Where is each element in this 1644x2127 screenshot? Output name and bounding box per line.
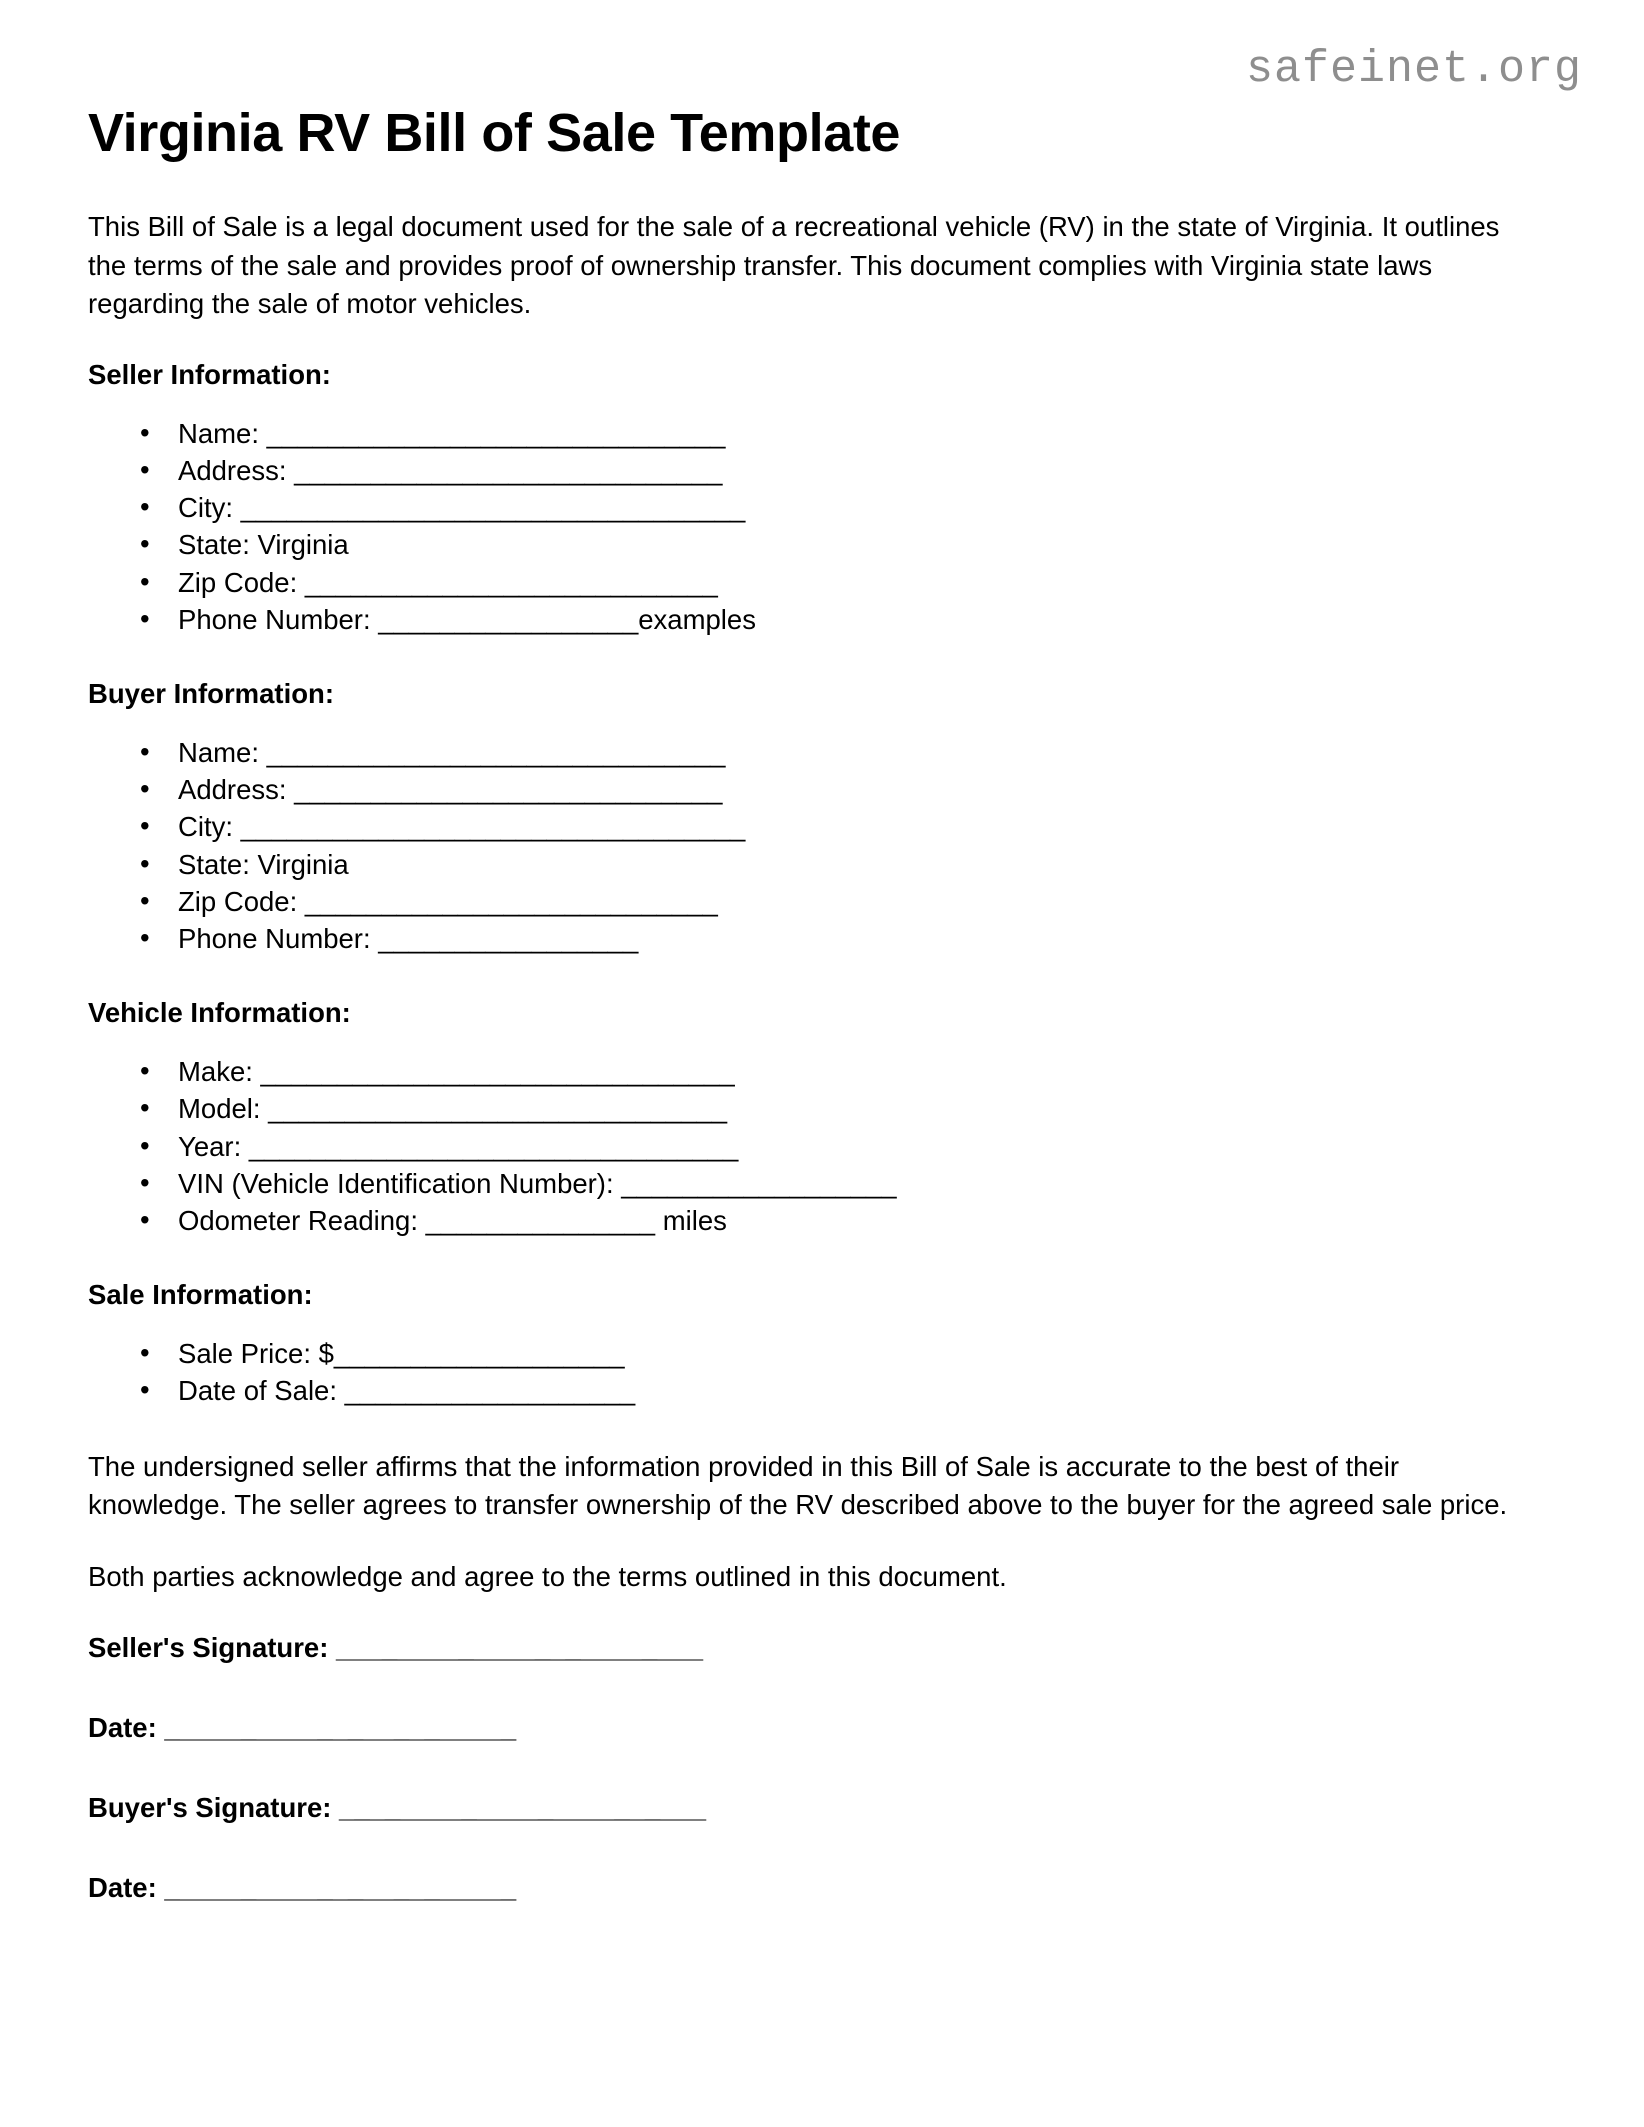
list-item: • Name: ______________________________: [140, 734, 1558, 771]
site-watermark: safeinet.org: [1245, 44, 1582, 95]
list-item: • VIN (Vehicle Identification Number): __________________: [140, 1165, 1558, 1202]
page-title: Virginia RV Bill of Sale Template: [88, 103, 901, 163]
list-item: • Date of Sale: ___________________: [140, 1372, 1558, 1409]
list-item: • Odometer Reading: _______________ miles: [140, 1202, 1558, 1239]
field-list-seller: [88, 415, 1558, 639]
list-item: • Address: ____________________________: [140, 452, 1558, 489]
list-item: • Name: ______________________________: [140, 415, 1558, 452]
field-list-buyer: [88, 734, 1558, 958]
section-heading-sale: Sale Information:: [88, 1279, 313, 1311]
buyer-signature-line[interactable]: Buyer's Signature: ________________________: [88, 1791, 707, 1823]
section-heading-buyer: Buyer Information:: [88, 678, 334, 710]
closing-paragraph-acknowledgement: Both parties acknowledge and agree to the terms outlined in this document.: [88, 1561, 1007, 1593]
list-item: • State: Virginia: [140, 846, 1558, 883]
list-item: • Model: ______________________________: [140, 1090, 1558, 1127]
seller-date-line[interactable]: Date: _______________________: [88, 1712, 517, 1744]
field-list-vehicle: [88, 1053, 1558, 1239]
list-item: • Address: ____________________________: [140, 771, 1558, 808]
list-item: • Zip Code: ___________________________: [140, 883, 1558, 920]
field-list-sale: [88, 1335, 1558, 1410]
list-item: • Phone Number: _________________: [140, 920, 1558, 957]
list-item: • Phone Number: _________________examples: [140, 601, 1558, 638]
list-item: • Zip Code: ___________________________: [140, 564, 1558, 601]
seller-signature-line[interactable]: Seller's Signature: ________________________: [88, 1632, 704, 1664]
signature-block: [88, 1630, 1558, 1905]
list-item: • Year: ________________________________: [140, 1128, 1558, 1165]
list-item: • City: _________________________________: [140, 489, 1558, 526]
closing-paragraph-affirmation: The undersigned seller affirms that the information provided in this Bill of Sale is accurate to the best of their knowledge. The seller agrees to transfer ownership of the RV described above to the buyer for the agreed sale price.: [88, 1450, 1508, 1520]
document-content: [88, 104, 1558, 1905]
list-item: • Sale Price: $___________________: [140, 1335, 1558, 1372]
intro-paragraph: This Bill of Sale is a legal document used for the sale of a recreational vehicle (RV) in the state of Virginia. It outlines the terms of the sale and provides proof of ownership transfer. This document complies with Virginia state laws regarding the sale of motor vehicles.: [88, 211, 1500, 319]
buyer-date-line[interactable]: Date: _______________________: [88, 1871, 517, 1903]
list-item: • City: _________________________________: [140, 808, 1558, 845]
section-heading-vehicle: Vehicle Information:: [88, 997, 351, 1029]
section-heading-seller: Seller Information:: [88, 358, 331, 390]
list-item: • Make: _______________________________: [140, 1053, 1558, 1090]
list-item: • State: Virginia: [140, 526, 1558, 563]
